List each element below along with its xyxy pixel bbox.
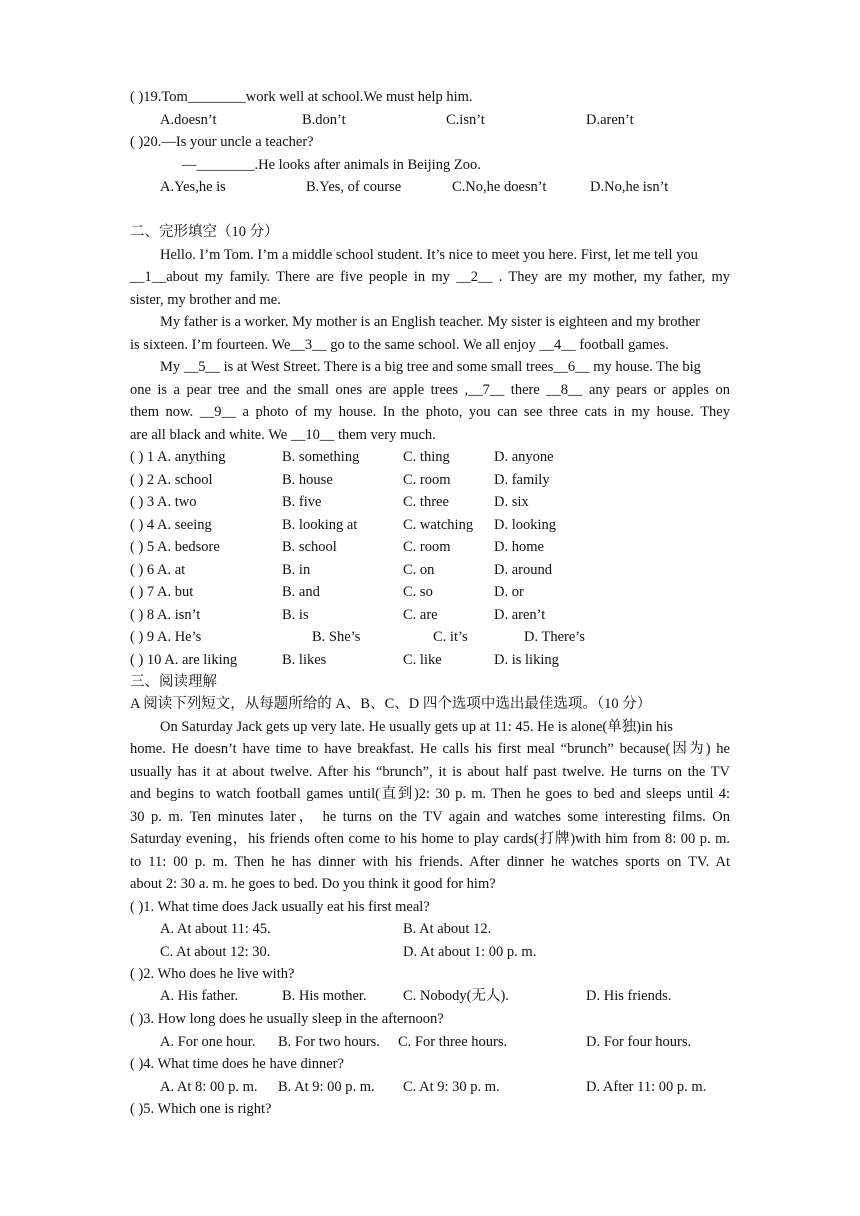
- reading-q3-b: B. For two hours.: [278, 1034, 380, 1050]
- reading-q1-a: A. At about 11: 45.: [160, 921, 271, 937]
- reading-q3-a: A. For one hour.: [160, 1034, 256, 1050]
- reading-line-2: home. He doesn’t have time to have breakfast. He calls his first meal “brunch” because(因为) he: [130, 741, 730, 757]
- q19-option-b: B.don’t: [302, 112, 346, 128]
- cloze-item-10: ( ) 10 A. are liking: [130, 652, 238, 668]
- cloze-p1-line3: sister, my brother and me.: [130, 292, 281, 308]
- reading-q4-a: A. At 8: 00 p. m.: [160, 1079, 258, 1095]
- reading-q2-a: A. His father.: [160, 988, 239, 1004]
- reading-line-6: Saturday evening，his friends often come to his home to play cards(打牌)with him from 8: 00 p. m.: [130, 831, 730, 847]
- reading-q2-d: D. His friends.: [586, 988, 672, 1004]
- cloze-item-5-c: C. room: [403, 539, 451, 555]
- q20-option-d: D.No,he isn’t: [590, 179, 669, 195]
- cloze-item-1-d: D. anyone: [494, 449, 554, 465]
- reading-line-7: to 11: 00 p. m. Then he has dinner with his friends. After dinner he watches sports on TV. At: [130, 854, 730, 870]
- reading-q4-stem: ( )4. What time does he have dinner?: [130, 1056, 344, 1072]
- reading-q3-d: D. For four hours.: [586, 1034, 692, 1050]
- reading-line-1: On Saturday Jack gets up very late. He usually gets up at 11: 45. He is alone(单独)in his: [160, 719, 673, 735]
- reading-q3-stem: ( )3. How long does he usually sleep in the afternoon?: [130, 1011, 444, 1027]
- cloze-item-6-d: D. around: [494, 562, 552, 578]
- cloze-p3-line1: My __5__ is at West Street. There is a big tree and some small trees__6__ my house. The big: [160, 359, 701, 375]
- cloze-item-5-b: B. school: [282, 539, 337, 555]
- reading-q5-stem: ( )5. Which one is right?: [130, 1101, 272, 1117]
- cloze-item-3: ( ) 3 A. two: [130, 494, 197, 510]
- reading-q1-d: D. At about 1: 00 p. m.: [403, 944, 537, 960]
- q19-option-d: D.aren’t: [586, 112, 634, 128]
- cloze-item-3-b: B. five: [282, 494, 322, 510]
- cloze-item-7-c: C. so: [403, 584, 433, 600]
- reading-q1-stem: ( )1. What time does Jack usually eat his first meal?: [130, 899, 430, 915]
- reading-q2-stem: ( )2. Who does he live with?: [130, 966, 295, 982]
- cloze-p3-line2: one is a pear tree and the small ones are apple trees ,__7__ there __8__ any pears or apples on: [130, 382, 730, 398]
- cloze-p2-line1: My father is a worker. My mother is an English teacher. My sister is eighteen and my brother: [160, 314, 700, 330]
- q20-stem: ( )20.—Is your uncle a teacher?: [130, 134, 314, 150]
- reading-line-4: and begins to watch football games until(直到)2: 30 p. m. Then he goes to bed and sleeps until 4:: [130, 786, 730, 802]
- cloze-heading: 二、完形填空（10 分）: [130, 224, 279, 240]
- cloze-item-3-c: C. three: [403, 494, 449, 510]
- cloze-p1-line1: Hello. I’m Tom. I’m a middle school student. It’s nice to meet you here. First, let me tell you: [160, 247, 698, 263]
- cloze-item-2-b: B. house: [282, 472, 333, 488]
- cloze-p3-line3: them now. __9__ a photo of my house. In the photo, you can see three cats in my house. They: [130, 404, 730, 420]
- cloze-item-4-c: C. watching: [403, 517, 474, 533]
- reading-line-3: usually has it at about twelve. After his “brunch”, it is about half past twelve. He turns on the TV: [130, 764, 730, 780]
- q20-option-a: A.Yes,he is: [160, 179, 226, 195]
- cloze-item-6: ( ) 6 A. at: [130, 562, 186, 578]
- cloze-item-8: ( ) 8 A. isn’t: [130, 607, 201, 623]
- cloze-item-10-d: D. is liking: [494, 652, 559, 668]
- q20-option-c: C.No,he doesn’t: [452, 179, 547, 195]
- reading-q1-c: C. At about 12: 30.: [160, 944, 271, 960]
- cloze-item-2-d: D. family: [494, 472, 550, 488]
- reading-q2-b: B. His mother.: [282, 988, 367, 1004]
- cloze-item-7-b: B. and: [282, 584, 320, 600]
- cloze-item-10-b: B. likes: [282, 652, 327, 668]
- reading-heading: 三、阅读理解: [130, 674, 217, 690]
- cloze-item-9-b: B. She’s: [312, 629, 361, 645]
- q20-option-b: B.Yes, of course: [306, 179, 402, 195]
- cloze-item-1: ( ) 1 A. anything: [130, 449, 226, 465]
- cloze-p1-line2: __1__about my family. There are five people in my __2__ . They are my mother, my father, my: [130, 269, 730, 285]
- q19-option-c: C.isn’t: [446, 112, 485, 128]
- cloze-item-10-c: C. like: [403, 652, 442, 668]
- reading-q4-d: D. After 11: 00 p. m.: [586, 1079, 707, 1095]
- reading-line-8: about 2: 30 a. m. he goes to bed. Do you think it good for him?: [130, 876, 496, 892]
- cloze-item-2-c: C. room: [403, 472, 451, 488]
- cloze-item-6-b: B. in: [282, 562, 311, 578]
- cloze-item-9-d: D. There’s: [524, 629, 585, 645]
- reading-q4-b: B. At 9: 00 p. m.: [278, 1079, 375, 1095]
- cloze-item-1-c: C. thing: [403, 449, 450, 465]
- cloze-item-9: ( ) 9 A. He’s: [130, 629, 202, 645]
- cloze-item-7: ( ) 7 A. but: [130, 584, 194, 600]
- reading-q1-b: B. At about 12.: [403, 921, 492, 937]
- cloze-item-6-c: C. on: [403, 562, 435, 578]
- cloze-item-8-b: B. is: [282, 607, 309, 623]
- q19-stem: ( )19.Tom________work well at school.We must help him.: [130, 89, 473, 105]
- cloze-item-4-d: D. looking: [494, 517, 557, 533]
- reading-q2-c: C. Nobody(无人).: [403, 988, 509, 1004]
- q19-option-a: A.doesn’t: [160, 112, 217, 128]
- reading-subheading: A 阅读下列短文，从每题所给的 A、B、C、D 四个选项中选出最佳选项。（10 分）: [130, 696, 652, 712]
- cloze-item-3-d: D. six: [494, 494, 529, 510]
- cloze-item-7-d: D. or: [494, 584, 524, 600]
- cloze-item-5-d: D. home: [494, 539, 544, 555]
- cloze-item-5: ( ) 5 A. bedsore: [130, 539, 220, 555]
- q20-answer-line: —________.He looks after animals in Beijing Zoo.: [182, 157, 481, 173]
- reading-q3-c: C. For three hours.: [398, 1034, 508, 1050]
- cloze-item-4-b: B. looking at: [282, 517, 358, 533]
- reading-line-5: 30 p. m. Ten minutes later， he turns on the TV again and watches some interesting films. On: [130, 809, 730, 825]
- cloze-item-8-c: C. are: [403, 607, 438, 623]
- cloze-p2-line2: is sixteen. I’m fourteen. We__3__ go to the same school. We all enjoy __4__ football games.: [130, 337, 669, 353]
- cloze-p3-line4: are all black and white. We __10__ them very much.: [130, 427, 436, 443]
- cloze-item-8-d: D. aren’t: [494, 607, 546, 623]
- cloze-item-9-c: C. it’s: [433, 629, 468, 645]
- cloze-item-1-b: B. something: [282, 449, 360, 465]
- cloze-item-4: ( ) 4 A. seeing: [130, 517, 212, 533]
- cloze-item-2: ( ) 2 A. school: [130, 472, 213, 488]
- reading-q4-c: C. At 9: 30 p. m.: [403, 1079, 500, 1095]
